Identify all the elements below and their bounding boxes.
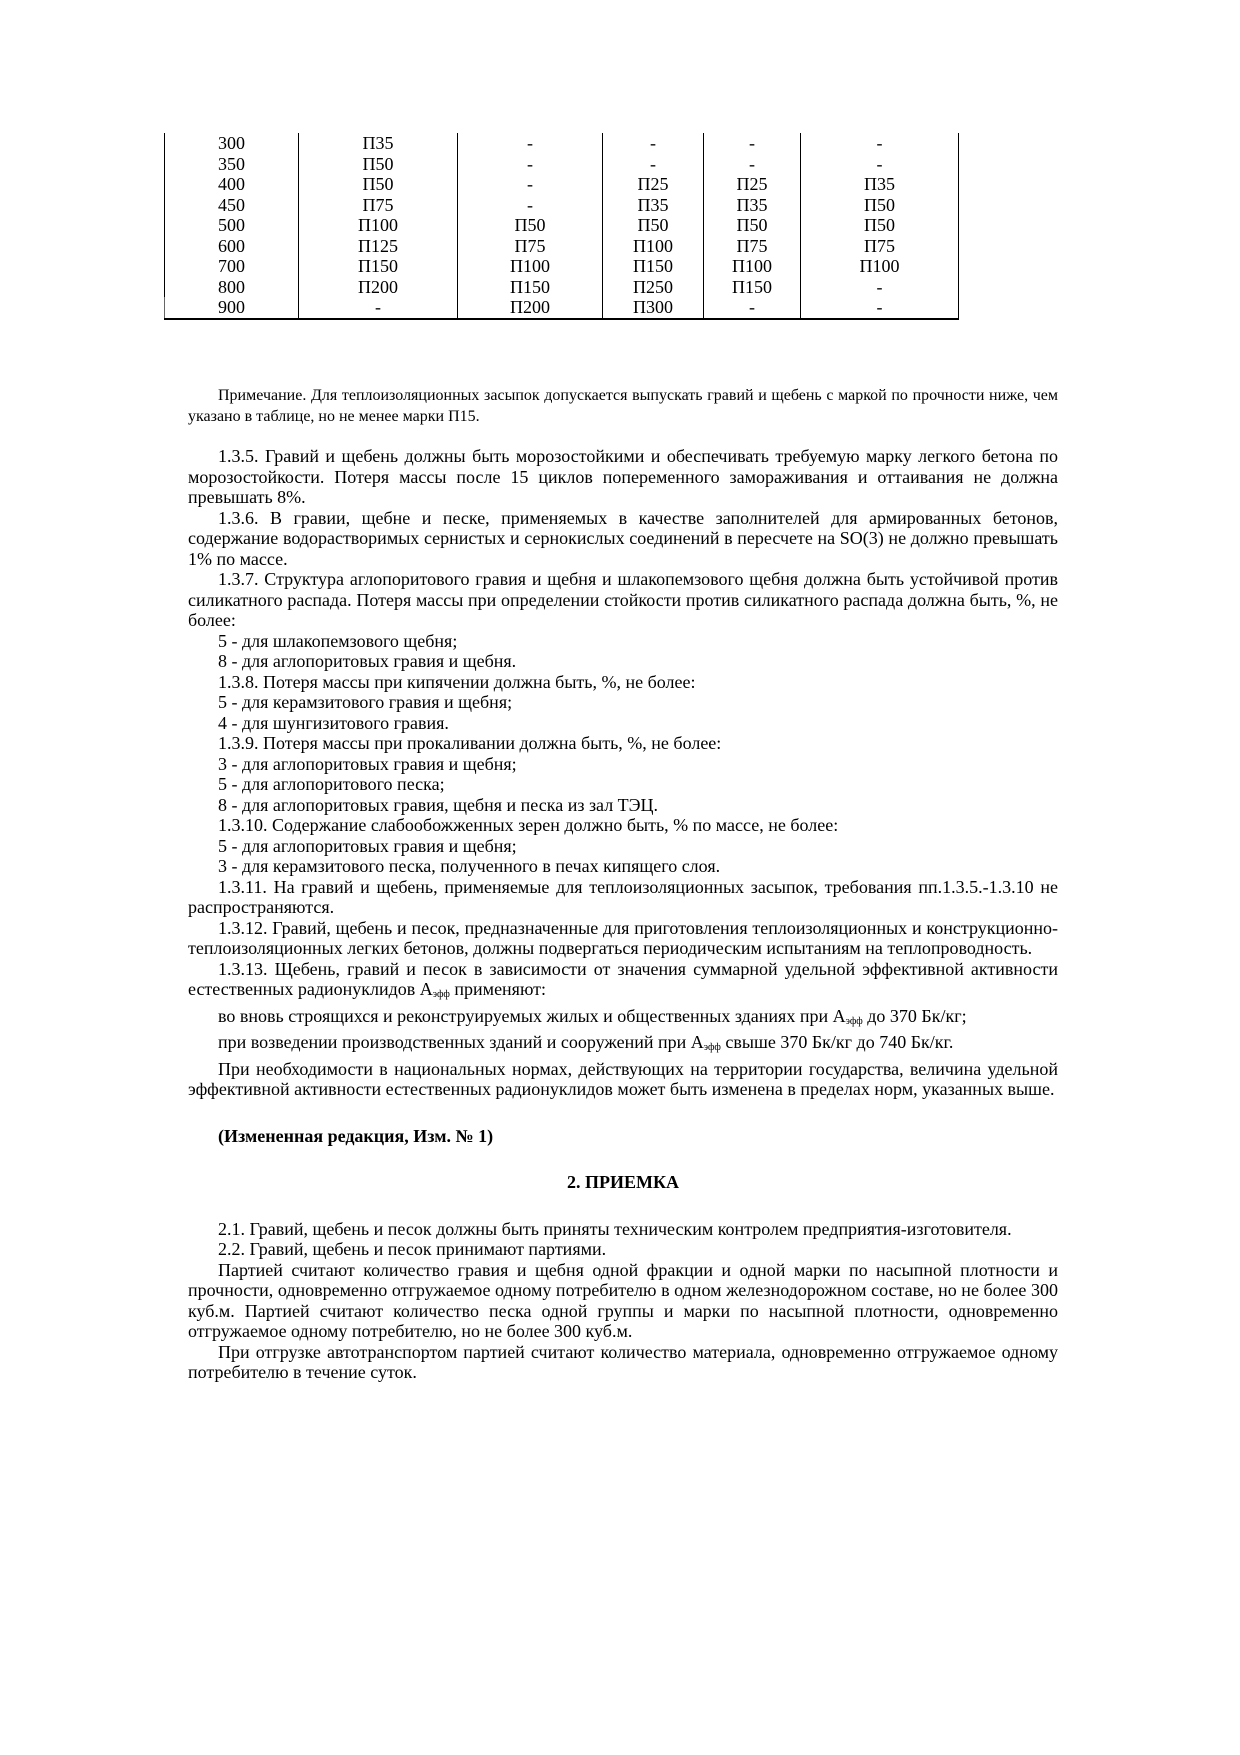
subscript: эфф: [432, 989, 450, 1000]
table-row: [165, 256, 959, 277]
document-body: [188, 446, 1058, 1383]
list-item: 5 - для аглопоритовых гравия и щебня;: [218, 835, 517, 856]
paragraph-1-3-10: 1.3.10. Содержание слабообожженных зерен должно быть, % по массе, не более:: [218, 815, 839, 835]
table-cell: -: [603, 133, 704, 154]
list-item: 5 - для аглопоритового песка;: [218, 774, 445, 794]
table-cell: -: [458, 174, 603, 195]
text: до 370 Бк/кг;: [862, 1005, 967, 1026]
paragraph-1-3-12: 1.3.12. Гравий, щебень и песок, предназначенные для приготовления теплоизоляционных и конструкционно-теплоизоляционных легких бетонов, должны подвергаться периодическим испытаниям на теплопроводность.: [188, 917, 1058, 958]
table-cell: П50: [801, 215, 959, 236]
table-cell: П35: [603, 195, 704, 216]
table-row: [165, 133, 959, 154]
strength-grade-table: [164, 133, 959, 320]
table-cell: 300: [165, 133, 299, 154]
table-cell: П75: [299, 195, 458, 216]
table-cell: П150: [603, 256, 704, 277]
table-cell: П150: [458, 277, 603, 298]
amendment-note: (Измененная редакция, Изм. № 1): [218, 1125, 494, 1146]
table-cell: 600: [165, 236, 299, 257]
table-cell: П200: [458, 297, 603, 319]
paragraph-national-norms: При необходимости в национальных нормах, действующих на территории государства, величина удельной эффективной активности естественных радионуклидов может быть изменена в пределах норм, указанных выше.: [188, 1058, 1058, 1099]
table-cell: -: [458, 133, 603, 154]
table-cell: П125: [299, 236, 458, 257]
paragraph-truck-batch: При отгрузке автотранспортом партией считают количество материала, одновременно отгружаемое одному потребителю в течение суток.: [188, 1341, 1058, 1382]
paragraph-industrial: [188, 1032, 1058, 1059]
table-cell: -: [458, 195, 603, 216]
table-row: [165, 236, 959, 257]
text: при возведении производственных зданий и сооружений при А: [218, 1032, 704, 1052]
table-cell: П50: [299, 154, 458, 175]
paragraph-1-3-8: 1.3.8. Потеря массы при кипячении должна быть, %, не более:: [218, 671, 696, 692]
table-cell: П35: [704, 195, 801, 216]
table-cell: П100: [299, 215, 458, 236]
table-cell: П200: [299, 277, 458, 298]
table-cell: 800: [165, 277, 299, 298]
table-cell: П75: [704, 236, 801, 257]
table-cell: -: [603, 154, 704, 175]
table-cell: П50: [458, 215, 603, 236]
subscript: эфф: [703, 1042, 721, 1053]
table-cell: 400: [165, 174, 299, 195]
list-item: 5 - для керамзитового гравия и щебня;: [218, 692, 513, 712]
table-cell: П100: [458, 256, 603, 277]
table-cell: П100: [603, 236, 704, 257]
text: применяют:: [449, 979, 547, 999]
table-cell: -: [801, 277, 959, 298]
table-cell: П75: [801, 236, 959, 257]
table-cell: 500: [165, 215, 299, 236]
table-row: [165, 195, 959, 216]
table-cell: -: [704, 297, 801, 319]
text: 1.3.13. Щебень, гравий и песок в зависимости от значения суммарной удельной эффективной активности естественных радионуклидов А: [188, 958, 1058, 999]
table-cell: П75: [458, 236, 603, 257]
table-cell: П25: [704, 174, 801, 195]
paragraph-residential: [188, 1006, 1058, 1033]
table-cell: П100: [801, 256, 959, 277]
list-item: 4 - для шунгизитового гравия.: [218, 712, 449, 733]
table-cell: П25: [603, 174, 704, 195]
table-cell: -: [801, 154, 959, 175]
table-cell: -: [704, 133, 801, 154]
list-item: 3 - для керамзитового песка, полученного в печах кипящего слоя.: [218, 856, 721, 876]
table-note: Примечание. Для теплоизоляционных засыпок допускается выпускать гравий и щебень с маркой по прочности ниже, чем указано в таблице, но не менее марки П15.: [188, 387, 1058, 425]
section-heading: 2. ПРИЕМКА: [566, 1172, 680, 1192]
text: во вновь строящихся и реконструируемых жилых и общественных зданиях при А: [218, 1005, 846, 1026]
paragraph-2-1: 2.1. Гравий, щебень и песок должны быть приняты техническим контролем предприятия-изготовителя.: [218, 1218, 1012, 1239]
paragraph-1-3-5: 1.3.5. Гравий и щебень должны быть морозостойкими и обеспечивать требуемую марку легкого бетона по морозостойкости. Потеря массы после 15 циклов попеременного замораживания и оттаивания не должна превышать 8%.: [188, 446, 1058, 507]
table-row: [165, 215, 959, 236]
paragraph-1-3-7: 1.3.7. Структура аглопоритового гравия и щебня и шлакопемзового щебня должна быть устойчивой против силикатного распада. Потеря массы при определении стойкости против силикатного распада должна быть, %, не более:: [188, 569, 1058, 630]
text: свыше 370 Бк/кг до 740 Бк/кг.: [720, 1032, 954, 1052]
table-cell: -: [801, 133, 959, 154]
table-row: [165, 277, 959, 298]
table-cell: П150: [704, 277, 801, 298]
table-cell: П50: [299, 174, 458, 195]
table-cell: П250: [603, 277, 704, 298]
table-row: [165, 297, 959, 319]
list-item: 5 - для шлакопемзового щебня;: [218, 630, 458, 651]
table-cell: П50: [801, 195, 959, 216]
paragraph-1-3-13: [188, 959, 1058, 1006]
table-cell: П100: [704, 256, 801, 277]
subscript: эфф: [845, 1015, 863, 1027]
table-cell: 450: [165, 195, 299, 216]
paragraph-1-3-9: 1.3.9. Потеря массы при прокаливании должна быть, %, не более:: [218, 733, 722, 753]
table-cell: П300: [603, 297, 704, 319]
table-cell: -: [299, 297, 458, 319]
table-cell: 900: [165, 297, 299, 319]
table-cell: П150: [299, 256, 458, 277]
table-row: [165, 154, 959, 175]
table-cell: -: [704, 154, 801, 175]
table-cell: -: [801, 297, 959, 319]
list-item: 3 - для аглопоритовых гравия и щебня;: [218, 753, 517, 774]
table-cell: П35: [801, 174, 959, 195]
table-cell: 700: [165, 256, 299, 277]
table-row: [165, 174, 959, 195]
paragraph-1-3-6: 1.3.6. В гравии, щебне и песке, применяемых в качестве заполнителей для армированных бетонов, содержание водорастворимых сернистых и сернокислых соединений в пересчете на SO(3) не должно превышать 1% по массе.: [188, 507, 1058, 569]
paragraph-batch-definition: Партией считают количество гравия и щебня одной фракции и одной марки по насыпной плотности и прочности, одновременно отгружаемое одному потребителю в одном железнодорожном составе, но не более 300 куб.м. Партией считают количество песка одной группы и марки по насыпной плотности, одновременно отгружаемое одному потребителю, но не более 300 куб.м.: [188, 1259, 1058, 1341]
table-cell: -: [458, 154, 603, 175]
table-cell: П35: [299, 133, 458, 154]
list-item: 8 - для аглопоритовых гравия и щебня.: [218, 651, 517, 671]
table-cell: 350: [165, 154, 299, 175]
table-body: [165, 133, 959, 319]
list-item: 8 - для аглопоритовых гравия, щебня и песка из зал ТЭЦ.: [218, 794, 659, 815]
table-cell: П50: [704, 215, 801, 236]
paragraph-2-2: 2.2. Гравий, щебень и песок принимают партиями.: [218, 1239, 607, 1259]
table-cell: П50: [603, 215, 704, 236]
paragraph-1-3-11: 1.3.11. На гравий и щебень, применяемые для теплоизоляционных засыпок, требования пп.1.3.5.-1.3.10 не распространяются.: [188, 876, 1058, 917]
